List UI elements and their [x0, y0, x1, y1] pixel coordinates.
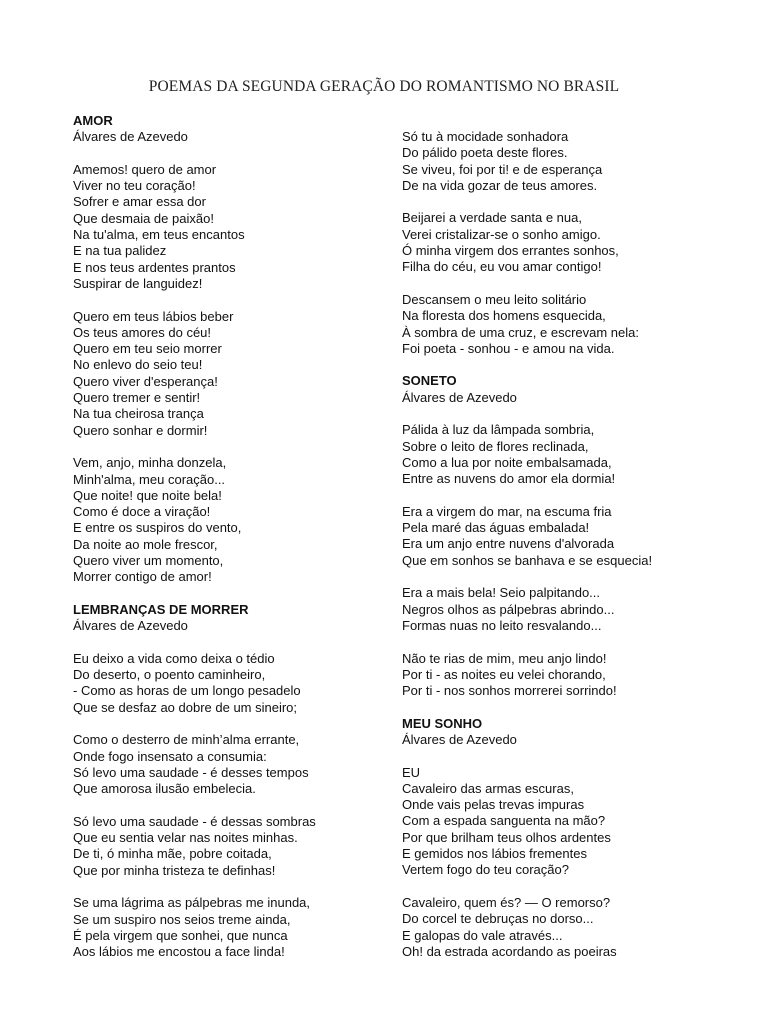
blank-line	[402, 634, 732, 650]
verse-line: Só tu à mocidade sonhadora	[402, 129, 569, 144]
verse-line: Onde vais pelas trevas impuras	[402, 797, 585, 813]
verse-line: Só levo uma saudade - é desses tempos	[73, 764, 309, 780]
verse-line: - Como as horas de um longo pesadelo	[73, 683, 301, 699]
verse-line: Formas nuas no leito resvalando...	[402, 617, 602, 633]
verse-line: Quero tremer e sentir!	[73, 390, 201, 406]
blank-line	[402, 569, 732, 585]
poem-heading: LEMBRANÇAS DE MORRER	[73, 601, 249, 617]
verse-line: Sobre o leito de flores reclinada,	[402, 438, 589, 454]
verse-line: Os teus amores do céu!	[73, 324, 212, 340]
verse-line: Quero em teus lábios beber	[73, 308, 234, 324]
poem-heading: AMOR	[73, 113, 113, 128]
verse-line: E nos teus ardentes prantos	[73, 259, 236, 275]
verse-line: De ti, ó minha mãe, pobre coitada,	[73, 846, 272, 862]
blank-line	[402, 879, 732, 895]
verse-line: Do deserto, o poento caminheiro,	[73, 667, 266, 683]
verse-line: Oh! da estrada acordando as poeiras	[402, 943, 617, 959]
verse-line: De na vida gozar de teus amores.	[402, 177, 598, 193]
verse-line: Vertem fogo do teu coração?	[402, 862, 569, 878]
verse-line: Beijarei a verdade santa e nua,	[402, 210, 582, 226]
verse-line: Na tua cheirosa trança	[73, 406, 204, 422]
blank-line	[402, 748, 732, 764]
verse-line: Com a espada sanguenta na mão?	[402, 813, 606, 829]
verse-line: Quero viver um momento,	[73, 553, 224, 569]
verse-line: Que se desfaz ao dobre de um sineiro;	[73, 699, 298, 715]
verse-line: E gemidos nos lábios frementes	[402, 846, 587, 862]
verse-line: Só levo uma saudade - é dessas sombras	[73, 813, 316, 829]
verse-line: Onde fogo insensato a consumia:	[73, 748, 267, 764]
blank-line	[402, 194, 732, 210]
verse-line: E entre os suspiros do vento,	[73, 520, 242, 536]
verse-line: Álvares de Azevedo	[402, 389, 517, 405]
verse-line: É pela virgem que sonhei, que nunca	[73, 927, 288, 943]
verse-line: Se uma lágrima as pálpebras me inunda,	[73, 895, 311, 911]
verse-line: Vem, anjo, minha donzela,	[73, 455, 227, 471]
verse-line: Quero viver d'esperança!	[73, 373, 218, 389]
verse-line: Da noite ao mole frescor,	[73, 536, 218, 552]
verse-line: Sofrer e amar essa dor	[73, 194, 206, 210]
verse-line: Como a lua por noite embalsamada,	[402, 454, 612, 470]
blank-line	[73, 635, 373, 651]
left-column	[73, 113, 373, 960]
verse-line: Por ti - as noites eu velei chorando,	[402, 666, 606, 682]
verse-line: Por ti - nos sonhos morrerei sorrindo!	[402, 683, 617, 699]
verse-line: Não te rias de mim, meu anjo lindo!	[402, 650, 607, 666]
verse-line: Do pálido poeta deste flores.	[402, 145, 568, 161]
poem-heading: SONETO	[402, 373, 457, 389]
blank-line	[402, 276, 732, 292]
blank-line	[73, 716, 373, 732]
verse-line: E galopas do vale através...	[402, 927, 563, 943]
verse-line: Álvares de Azevedo	[73, 618, 188, 634]
verse-line: Que noite! que noite bela!	[73, 487, 222, 503]
verse-line: Era a virgem do mar, na escuma fria	[402, 503, 612, 519]
verse-line: Viver no teu coração!	[73, 178, 196, 194]
document-title: POEMAS DA SEGUNDA GERAÇÃO DO ROMANTISMO NO BRASIL	[148, 78, 620, 95]
verse-line: Descansem o meu leito solitário	[402, 291, 587, 307]
verse-line: Por que brilham teus olhos ardentes	[402, 829, 611, 845]
verse-line: Se viveu, foi por ti! e de esperança	[402, 161, 603, 177]
blank-line	[73, 879, 373, 895]
verse-line: Minh'alma, meu coração...	[73, 471, 226, 487]
verse-line: Filha do céu, eu vou amar contigo!	[402, 259, 602, 275]
verse-line: Entre as nuvens do amor ela dormia!	[402, 471, 616, 487]
blank-line	[402, 357, 732, 373]
blank-line	[402, 406, 732, 422]
verse-line: Negros olhos as pálpebras abrindo...	[402, 601, 615, 617]
verse-line: Verei cristalizar-se o sonho amigo.	[402, 226, 601, 242]
verse-line: Morrer contigo de amor!	[73, 569, 212, 585]
verse-line: Como o desterro de minh’alma errante,	[73, 732, 300, 748]
blank-line	[402, 488, 732, 504]
verse-line: Na tu'alma, em teus encantos	[73, 227, 245, 243]
verse-line: Álvares de Azevedo	[402, 731, 517, 747]
verse-line: Na floresta dos homens esquecida,	[402, 308, 606, 324]
blank-line	[402, 699, 732, 715]
blank-line	[73, 439, 373, 455]
verse-line: À sombra de uma cruz, e escrevam nela:	[402, 324, 639, 340]
verse-line: Suspirar de languidez!	[73, 275, 203, 291]
verse-line: EU	[402, 764, 421, 780]
verse-line: Eu deixo a vida como deixa o tédio	[73, 650, 275, 666]
verse-line: Era a mais bela! Seio palpitando...	[402, 585, 601, 601]
verse-line: Quero sonhar e dormir!	[73, 422, 208, 438]
blank-line	[73, 146, 373, 162]
verse-line: No enlevo do seio teu!	[73, 357, 203, 373]
verse-line: E na tua palidez	[73, 243, 167, 259]
blank-line	[73, 586, 373, 602]
verse-line: Como é doce a viração!	[73, 504, 211, 520]
verse-line: Que desmaia de paixão!	[73, 210, 214, 226]
verse-line: Quero em teu seio morrer	[73, 341, 222, 357]
verse-line: Pela maré das águas embalada!	[402, 520, 590, 536]
verse-line: Era um anjo entre nuvens d'alvorada	[402, 536, 615, 552]
verse-line: Se um suspiro nos seios treme ainda,	[73, 911, 291, 927]
verse-line: Ó minha virgem dos errantes sonhos,	[402, 243, 619, 259]
right-column	[402, 129, 732, 960]
verse-line: Amemos! quero de amor	[73, 161, 217, 177]
verse-line: Pálida à luz da lâmpada sombria,	[402, 422, 595, 438]
verse-line: Que em sonhos se banhava e se esquecia!	[402, 552, 653, 568]
verse-line: Do corcel te debruças no dorso...	[402, 911, 594, 927]
verse-line: Que por minha tristeza te definhas!	[73, 862, 276, 878]
verse-line: Aos lábios me encostou a face linda!	[73, 944, 285, 960]
blank-line	[73, 292, 373, 308]
verse-line: Foi poeta - sonhou - e amou na vida.	[402, 340, 615, 356]
verse-line: Cavaleiro das armas escuras,	[402, 780, 574, 796]
verse-line: Cavaleiro, quem és? — O remorso?	[402, 894, 611, 910]
poem-heading: MEU SONHO	[402, 715, 483, 731]
verse-line: Álvares de Azevedo	[73, 129, 188, 145]
blank-line	[73, 797, 373, 813]
verse-line: Que eu sentia velar nas noites minhas.	[73, 830, 298, 846]
verse-line: Que amorosa ilusão embelecia.	[73, 781, 256, 797]
